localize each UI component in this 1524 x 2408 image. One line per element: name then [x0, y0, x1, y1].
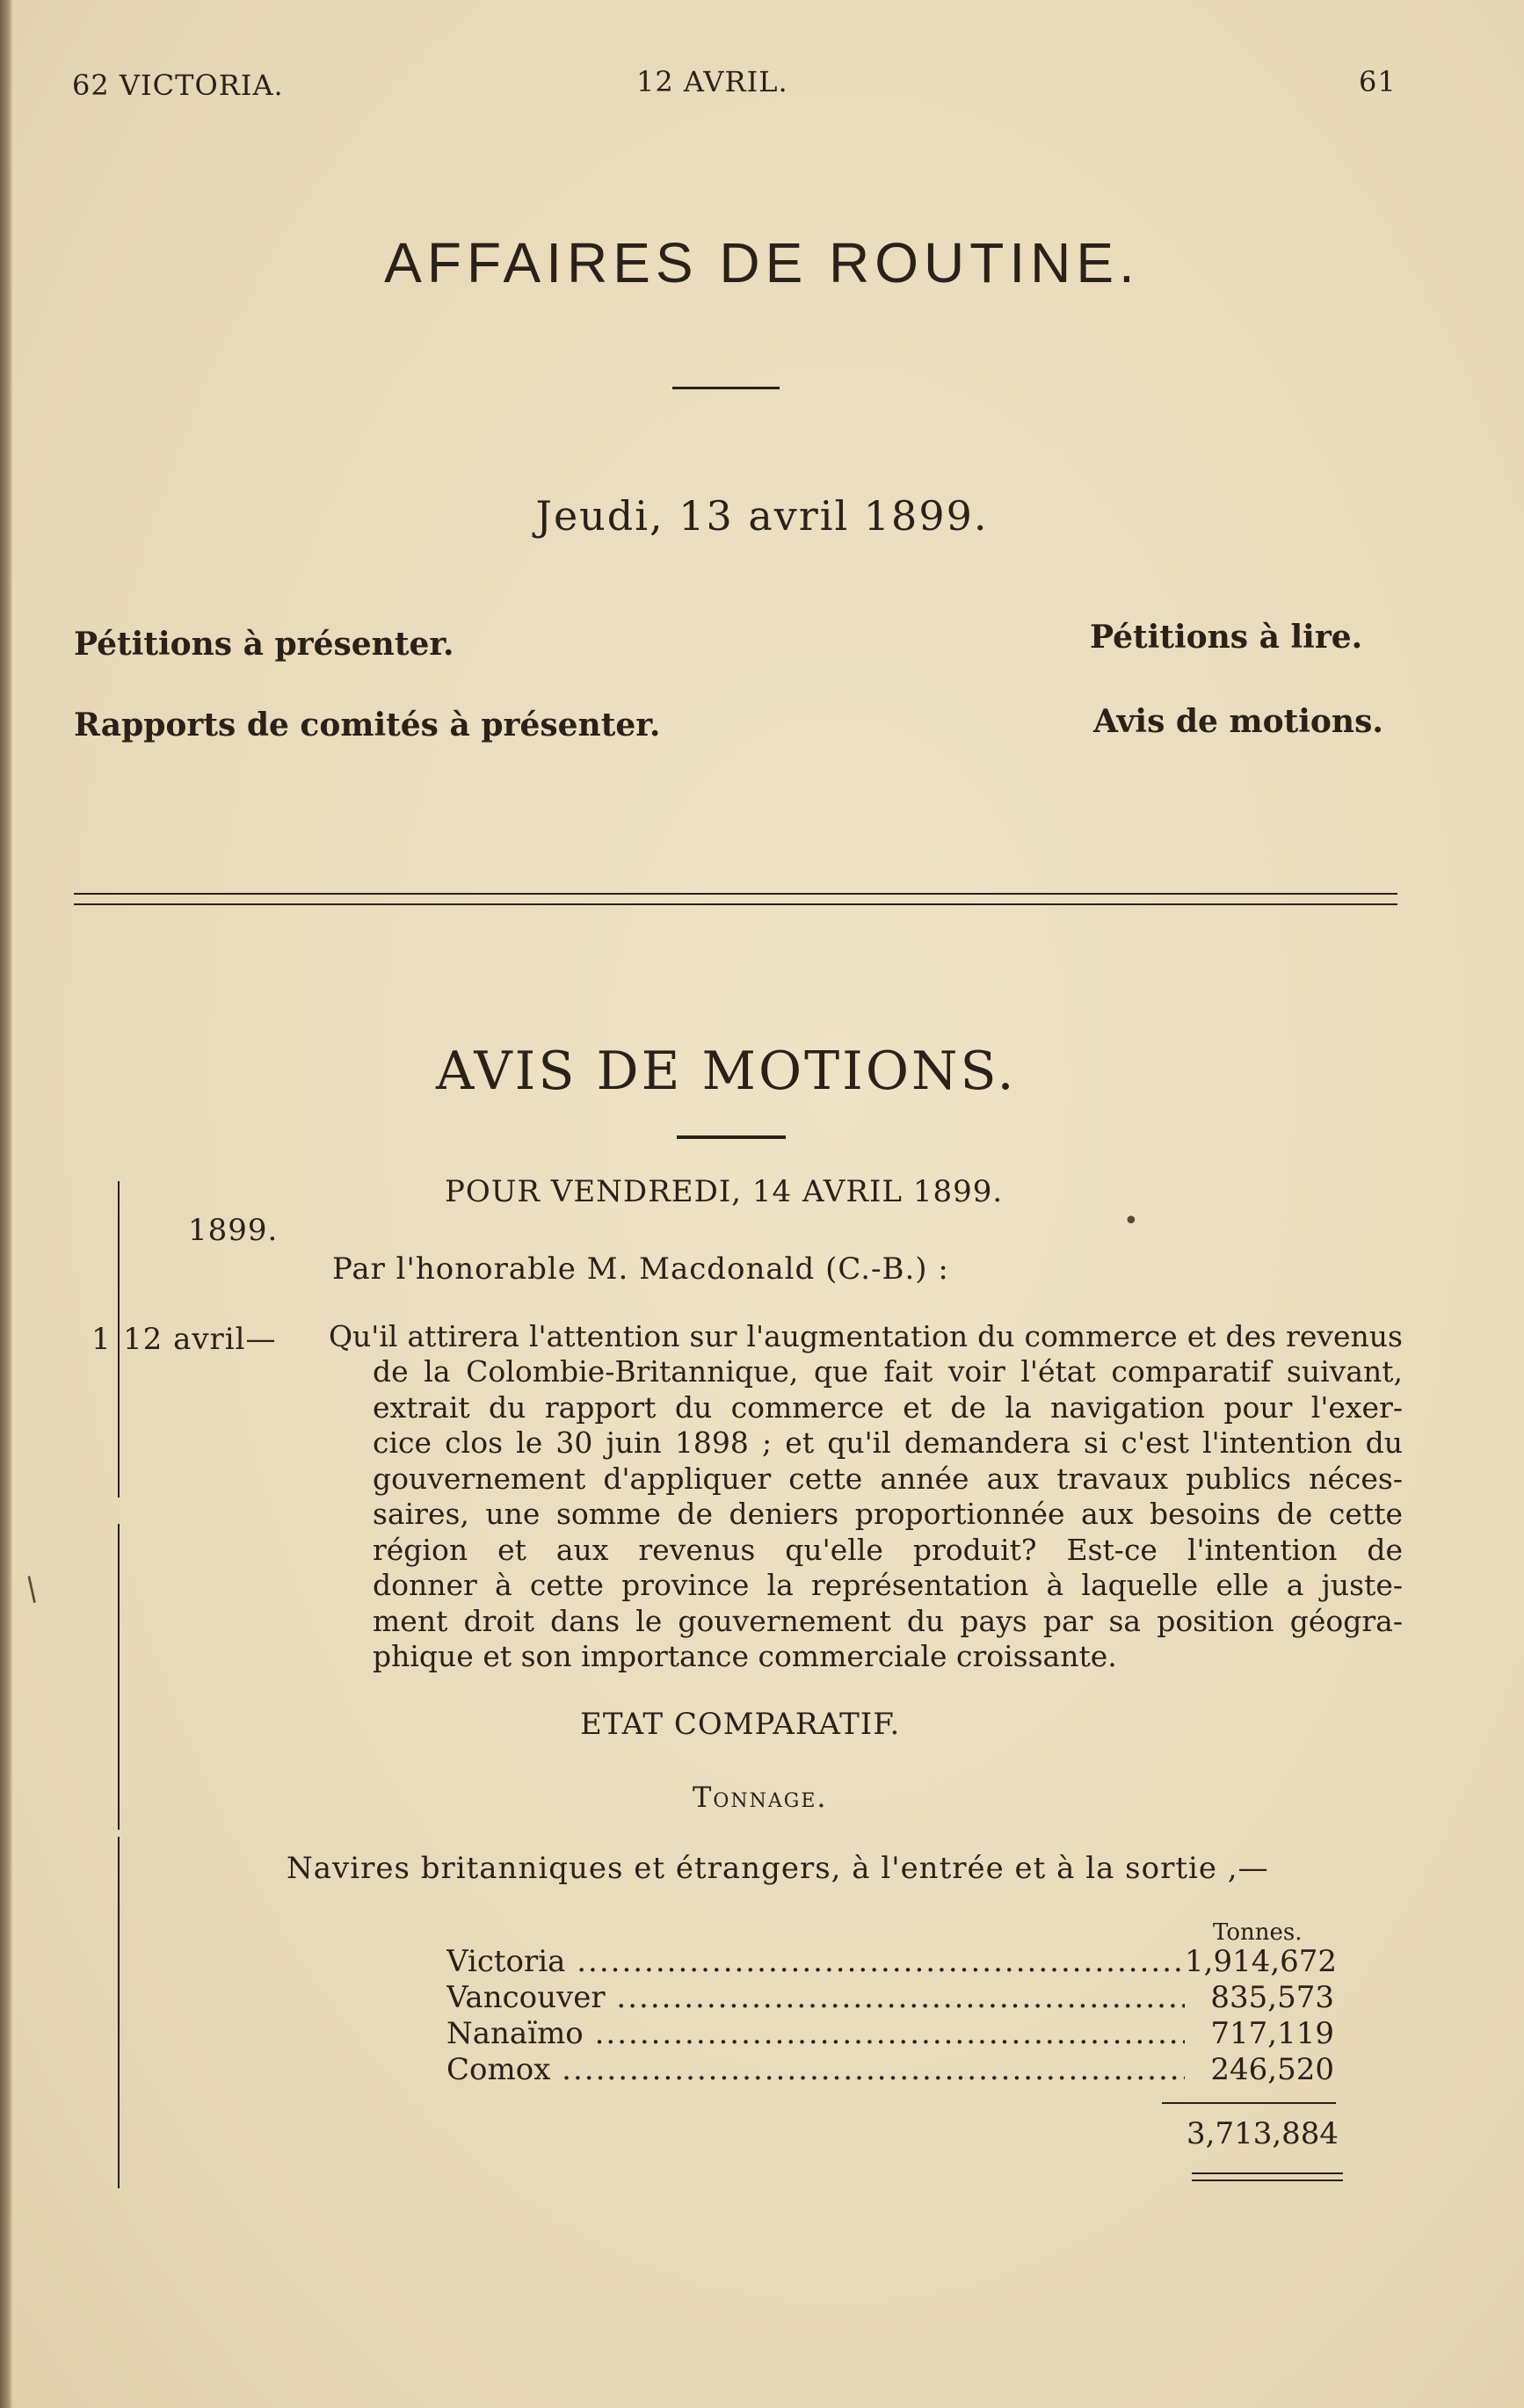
port-tonnage: 835,573: [1210, 1980, 1334, 2015]
table-row: [446, 2052, 1334, 2088]
total-rule-bottom: [1192, 2180, 1343, 2181]
port-name: Comox .....: [446, 2052, 1185, 2088]
motion-text: [329, 1319, 1403, 1355]
pencil-tick: /: [18, 1570, 46, 1608]
tonnage-table: [446, 1944, 1338, 2088]
short-rule: [672, 387, 780, 389]
table-row: [446, 2016, 1334, 2052]
header-session: 62 VICTORIA.: [72, 69, 284, 102]
total-rule-top: [1192, 2172, 1343, 2174]
routine-title: AFFAIRES DE ROUTINE.: [384, 231, 1140, 294]
margin-bar-upper: [118, 1181, 120, 1498]
port-name: Nanaïmo .....: [446, 2016, 1185, 2052]
item-rapports-comites: Rapports de comités à présenter.: [74, 707, 661, 743]
table-row: [446, 1944, 1338, 1980]
stray-dot: •: [1123, 1206, 1139, 1237]
header-date: 12 AVRIL.: [636, 65, 788, 98]
motion-number: 1: [91, 1322, 112, 1357]
item-petitions-presenter: Pétitions à présenter.: [74, 626, 454, 663]
motion-line: phique et son importance commerciale croissante.: [373, 1639, 1117, 1673]
binding-edge: [0, 0, 12, 2408]
double-rule-bottom: [74, 903, 1397, 905]
item-petitions-lire: Pétitions à lire.: [1090, 619, 1363, 656]
routine-date: Jeudi, 13 avril 1899.: [535, 492, 989, 540]
port-tonnage: 717,119: [1210, 2016, 1334, 2051]
motion-text-cont: [373, 1354, 1403, 1675]
motion-line: donner à cette province la représentation à laquelle elle a juste-: [373, 1568, 1403, 1602]
etat-title: ETAT COMPARATIF.: [580, 1707, 901, 1742]
double-rule-top: [74, 893, 1397, 895]
year-column: 1899.: [188, 1213, 279, 1248]
motion-line: région et aux revenus qu'elle produit? Est-ce l'intention de: [373, 1532, 1403, 1567]
motion-line: ment droit dans le gouvernement du pays par sa position géogra-: [373, 1603, 1403, 1638]
motion-line: gouvernement d'appliquer cette année aux travaux publics néces-: [373, 1461, 1403, 1496]
etat-intro: Navires britanniques et étrangers, à l'entrée et à la sortie ,—: [287, 1851, 1269, 1886]
port-name: Vancouver .....: [446, 1980, 1185, 2016]
etat-subtitle: Tonnage.: [693, 1781, 828, 1814]
sum-rule: [1162, 2102, 1336, 2104]
motion-date: 12 avril—: [123, 1322, 277, 1357]
motion-line: cice clos le 30 juin 1898 ; et qu'il demandera si c'est l'intention du: [373, 1425, 1403, 1460]
motion-mover: Par l'honorable M. Macdonald (C.-B.) :: [332, 1251, 949, 1287]
item-avis-motions: Avis de motions.: [1093, 703, 1383, 740]
motion-line: saires, une somme de deniers proportionnée aux besoins de cette: [373, 1497, 1403, 1531]
port-tonnage: 246,520: [1210, 2052, 1334, 2087]
port-name: Victoria .....: [446, 1944, 1185, 1980]
page-number: 61: [1359, 65, 1397, 98]
margin-bar-lower: [118, 1837, 120, 2188]
motion-line: Qu'il attirera l'attention sur l'augmentation du commerce et des revenus: [329, 1319, 1403, 1353]
port-tonnage: 1,914,672: [1185, 1944, 1338, 1979]
motion-for-date: POUR VENDREDI, 14 AVRIL 1899.: [445, 1174, 1004, 1209]
motions-title: AVIS DE MOTIONS.: [436, 1041, 1017, 1102]
table-unit: Tonnes.: [1213, 1919, 1303, 1946]
table-total: 3,713,884: [1187, 2116, 1339, 2151]
motion-line: de la Colombie-Britannique, que fait voir l'état comparatif suivant,: [373, 1354, 1403, 1389]
table-row: [446, 1980, 1334, 2016]
margin-bar-middle: [118, 1524, 120, 1830]
motion-line: extrait du rapport du commerce et de la navigation pour l'exer-: [373, 1389, 1403, 1425]
short-rule-2: [677, 1135, 786, 1139]
